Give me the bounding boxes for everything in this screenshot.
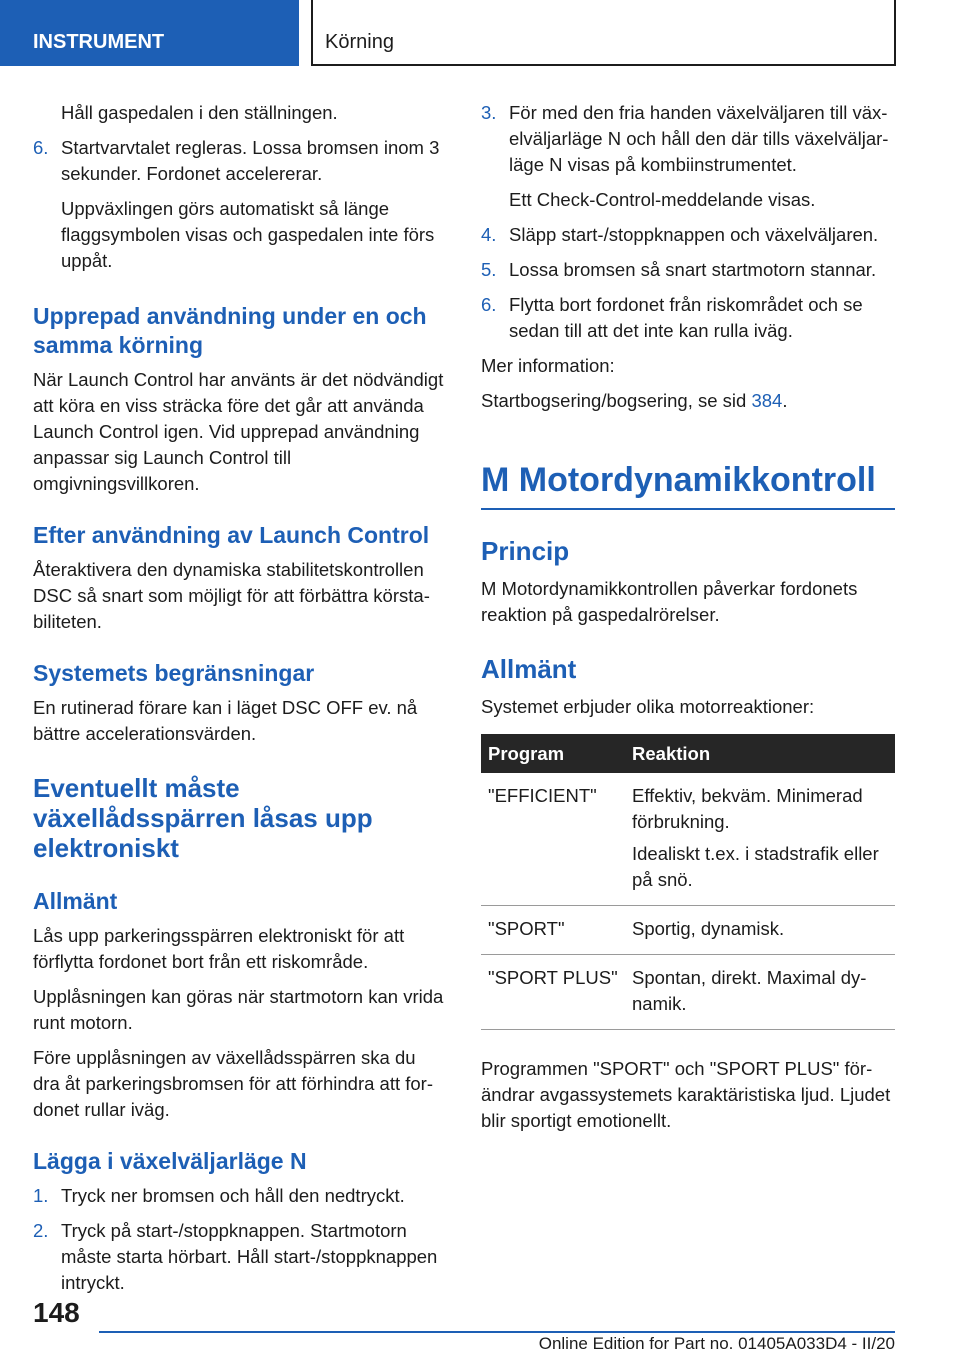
reference-text: Startbogsering/bogsering, se sid xyxy=(481,390,752,411)
list-item xyxy=(33,135,447,187)
program-cell: "SPORT" xyxy=(481,906,625,955)
list-item xyxy=(481,100,895,178)
step-number: 6. xyxy=(481,294,497,315)
heading-principle: Princip xyxy=(481,536,570,566)
paragraph: Ett Check-Control-meddelande visas. xyxy=(509,189,816,210)
paragraph: M Motordynamikkontrollen påverkar fordonets reaktion på gaspedalrörelser. xyxy=(481,578,858,625)
section-title: M Motordynamikkontroll xyxy=(481,458,895,510)
edition-text: Online Edition for Part no. 01405A033D4 - II/20 xyxy=(538,1334,895,1353)
step-text: Lossa bromsen så snart startmotorn stannar. xyxy=(509,259,877,280)
heading-limits: Systemets begränsningar xyxy=(33,660,315,686)
footer-divider xyxy=(99,1331,895,1333)
program-table xyxy=(481,734,895,1030)
paragraph: Uppväxlingen görs automatiskt så länge flaggsymbolen visas och gaspedalen inte förs uppåt. xyxy=(61,198,435,271)
step-text: Flytta bort fordonet från riskområdet och se sedan till att det inte kan rulla iväg. xyxy=(509,294,863,341)
step-number: 2. xyxy=(33,1220,49,1241)
list-item xyxy=(481,292,895,344)
list-item xyxy=(33,1183,447,1209)
step-number: 3. xyxy=(481,102,497,123)
program-cell: "EFFICIENT" xyxy=(481,773,625,906)
step-number: 6. xyxy=(33,137,49,158)
paragraph: Håll gaspedalen i den ställningen. xyxy=(61,102,338,123)
paragraph: Före upplåsningen av växellådsspärren ska du dra åt parkeringsbromsen för att förhindra att fordonet rullar iväg. xyxy=(33,1047,434,1120)
page-link[interactable]: 384 xyxy=(751,390,783,411)
paragraph: Lås upp parkeringsspärren elektroniskt för att förflytta fordonet bort från ett riskområde. xyxy=(33,925,405,972)
list-item xyxy=(481,222,895,248)
left-column xyxy=(33,100,447,1305)
step-text: Startvarvtalet regleras. Lossa bromsen inom 3 sekunder. Fordonet accelererar. xyxy=(61,137,440,184)
heading-neutral: Lägga i växelväljarläge N xyxy=(33,1148,307,1174)
list-item xyxy=(481,257,895,283)
paragraph: Programmen "SPORT" och "SPORT PLUS" förändrar avgassystemets karaktäristiska ljud. Ljudet blir sportigt emotionellt. xyxy=(481,1058,891,1131)
paragraph: Återaktivera den dynamiska stabilitetskontrollen DSC så snart som möjligt för att förbättra körstabiliteten. xyxy=(33,559,430,632)
table-row xyxy=(481,955,895,1030)
heading-general: Allmänt xyxy=(33,888,118,914)
step-text: För med den fria handen växelväljaren till växelväljarläge N och håll den där tills växelväljarläge N visas på kombiinstrumentet. xyxy=(509,102,889,175)
reference-end: . xyxy=(782,390,788,411)
step-number: 1. xyxy=(33,1185,49,1206)
right-column xyxy=(481,100,895,1143)
step-number: 4. xyxy=(481,224,497,245)
paragraph: En rutinerad förare kan i läget DSC OFF ev. nå bättre accelerationsvärden. xyxy=(33,697,418,744)
paragraph: Upplåsningen kan göras när startmotorn kan vrida runt motorn. xyxy=(33,986,444,1033)
paragraph: Systemet erbjuder olika motorreaktioner: xyxy=(481,696,815,717)
heading-unlock: Eventuellt måste växellådsspärren låsas upp elektroniskt xyxy=(33,773,373,863)
chapter-title: Körning xyxy=(311,0,896,66)
reaction-text: Effektiv, bekväm. Minimerad förbrukning. xyxy=(632,785,863,832)
heading-after-use: Efter användning av Launch Control xyxy=(33,522,430,548)
reaction-cell: Sportig, dynamisk. xyxy=(625,906,895,955)
table-row xyxy=(481,906,895,955)
reference xyxy=(481,388,895,414)
list-item xyxy=(33,1218,447,1296)
page-number: 148 xyxy=(33,1297,80,1328)
reaction-cell: Spontan, direkt. Maximal dynamik. xyxy=(625,955,895,1030)
program-cell: "SPORT PLUS" xyxy=(481,955,625,1030)
step-text: Tryck ner bromsen och håll den nedtryckt. xyxy=(61,1185,405,1206)
reaction-cell xyxy=(625,773,895,906)
heading-repeat: Upprepad användning under en och samma körning xyxy=(33,303,427,358)
reaction-text: Idealiskt t.ex. i stadstrafik eller på snö. xyxy=(632,843,879,890)
column-header-reaction: Reaktion xyxy=(625,734,895,773)
section-tab: INSTRUMENT xyxy=(0,0,299,66)
heading-general: Allmänt xyxy=(481,654,577,684)
step-text: Släpp start-/stoppknappen och växelväljaren. xyxy=(509,224,879,245)
table-row xyxy=(481,773,895,906)
paragraph: Mer information: xyxy=(481,355,615,376)
step-text: Tryck på start-/stoppknappen. Startmotorn måste starta hörbart. Håll start-/stoppknappen intryckt. xyxy=(61,1220,438,1293)
paragraph: När Launch Control har använts är det nödvändigt att köra en viss sträcka före det går att använda Launch Control igen. Vid upprepad användning anpassar sig Launch Control till omgivningsvillkoren. xyxy=(33,369,444,494)
column-header-program: Program xyxy=(481,734,625,773)
table-header-row xyxy=(481,734,895,773)
step-number: 5. xyxy=(481,259,497,280)
